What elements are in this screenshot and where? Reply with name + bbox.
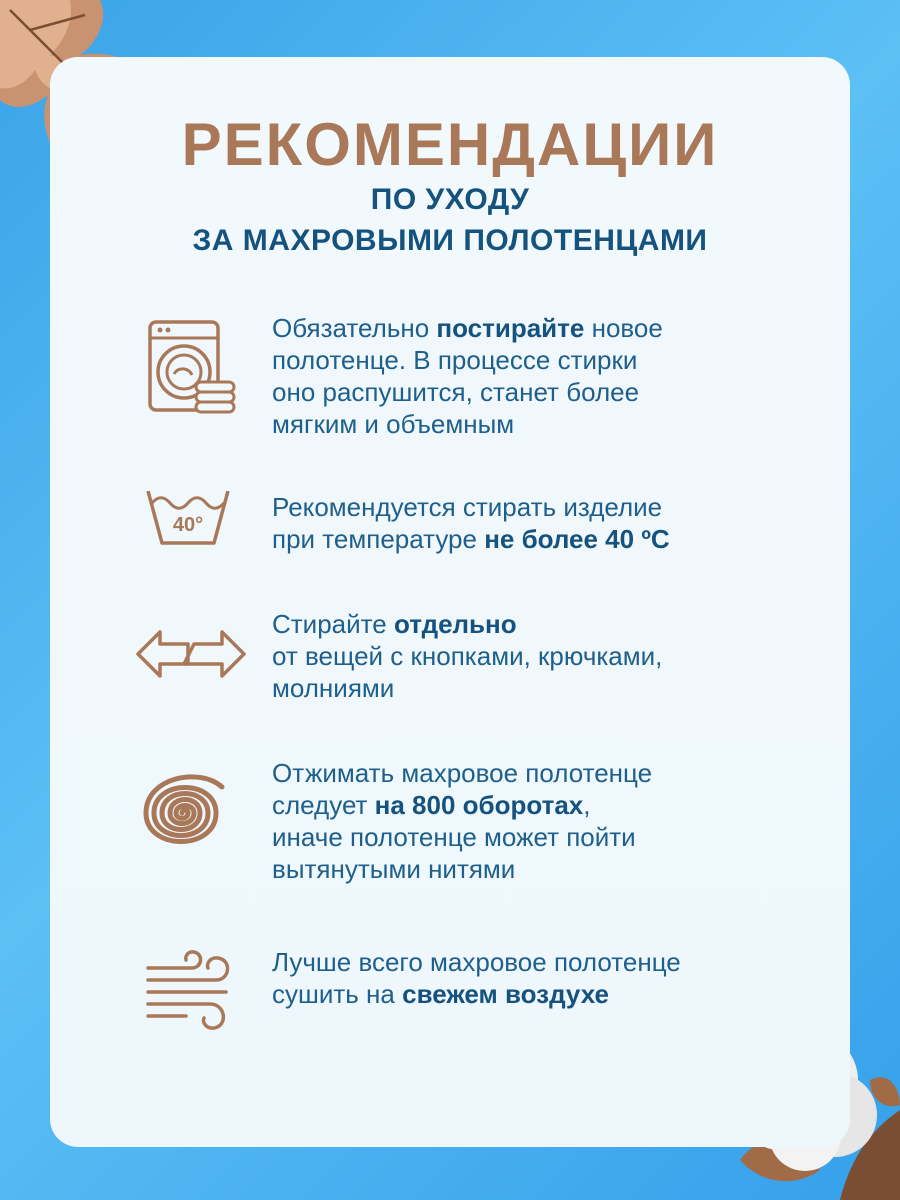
text-line: вытянутыми нитями (272, 854, 516, 884)
text-line: следует на 800 оборотах, (272, 790, 591, 820)
text-line: молниями (272, 673, 395, 703)
care-item-text (272, 312, 792, 440)
text-line: Отжимать махровое полотенце (272, 758, 653, 788)
wash-40-degrees-icon (130, 491, 250, 601)
care-item-text (272, 608, 792, 704)
page-title: РЕКОМЕНДАЦИИ (181, 111, 719, 178)
text-line: Обязательно постирайте новое (272, 313, 663, 343)
care-item-text (272, 491, 792, 555)
wash-temperature-label: 40° (172, 514, 204, 536)
care-item-text (272, 757, 792, 885)
text-line: иначе полотенце может пойти (272, 822, 636, 852)
text-line: сушить на свежем воздухе (272, 979, 609, 1009)
fresh-air-wind-icon (130, 946, 250, 1056)
text-line: Стирайте отдельно (272, 609, 517, 639)
text-line: полотенце. В процессе стирки (272, 345, 638, 375)
page-subtitle-line2: ЗА МАХРОВЫМИ ПОЛОТЕНЦАМИ (192, 224, 708, 257)
text-line: при температуре не более 40 ºС (272, 524, 670, 554)
text-line: Рекомендуется стирать изделие (272, 492, 663, 522)
washing-machine-icon (130, 312, 250, 422)
text-line: оно распушится, станет более (272, 377, 640, 407)
spin-spiral-icon (130, 757, 250, 867)
page-subtitle-line1: ПО УХОДУ (370, 183, 530, 216)
text-line: Лучше всего махровое полотенце (272, 947, 681, 977)
separate-arrows-icon (130, 608, 250, 718)
text-line: мягким и объемным (272, 409, 515, 439)
care-item-text (272, 946, 792, 1010)
text-line: от вещей с кнопками, крючками, (272, 641, 663, 671)
